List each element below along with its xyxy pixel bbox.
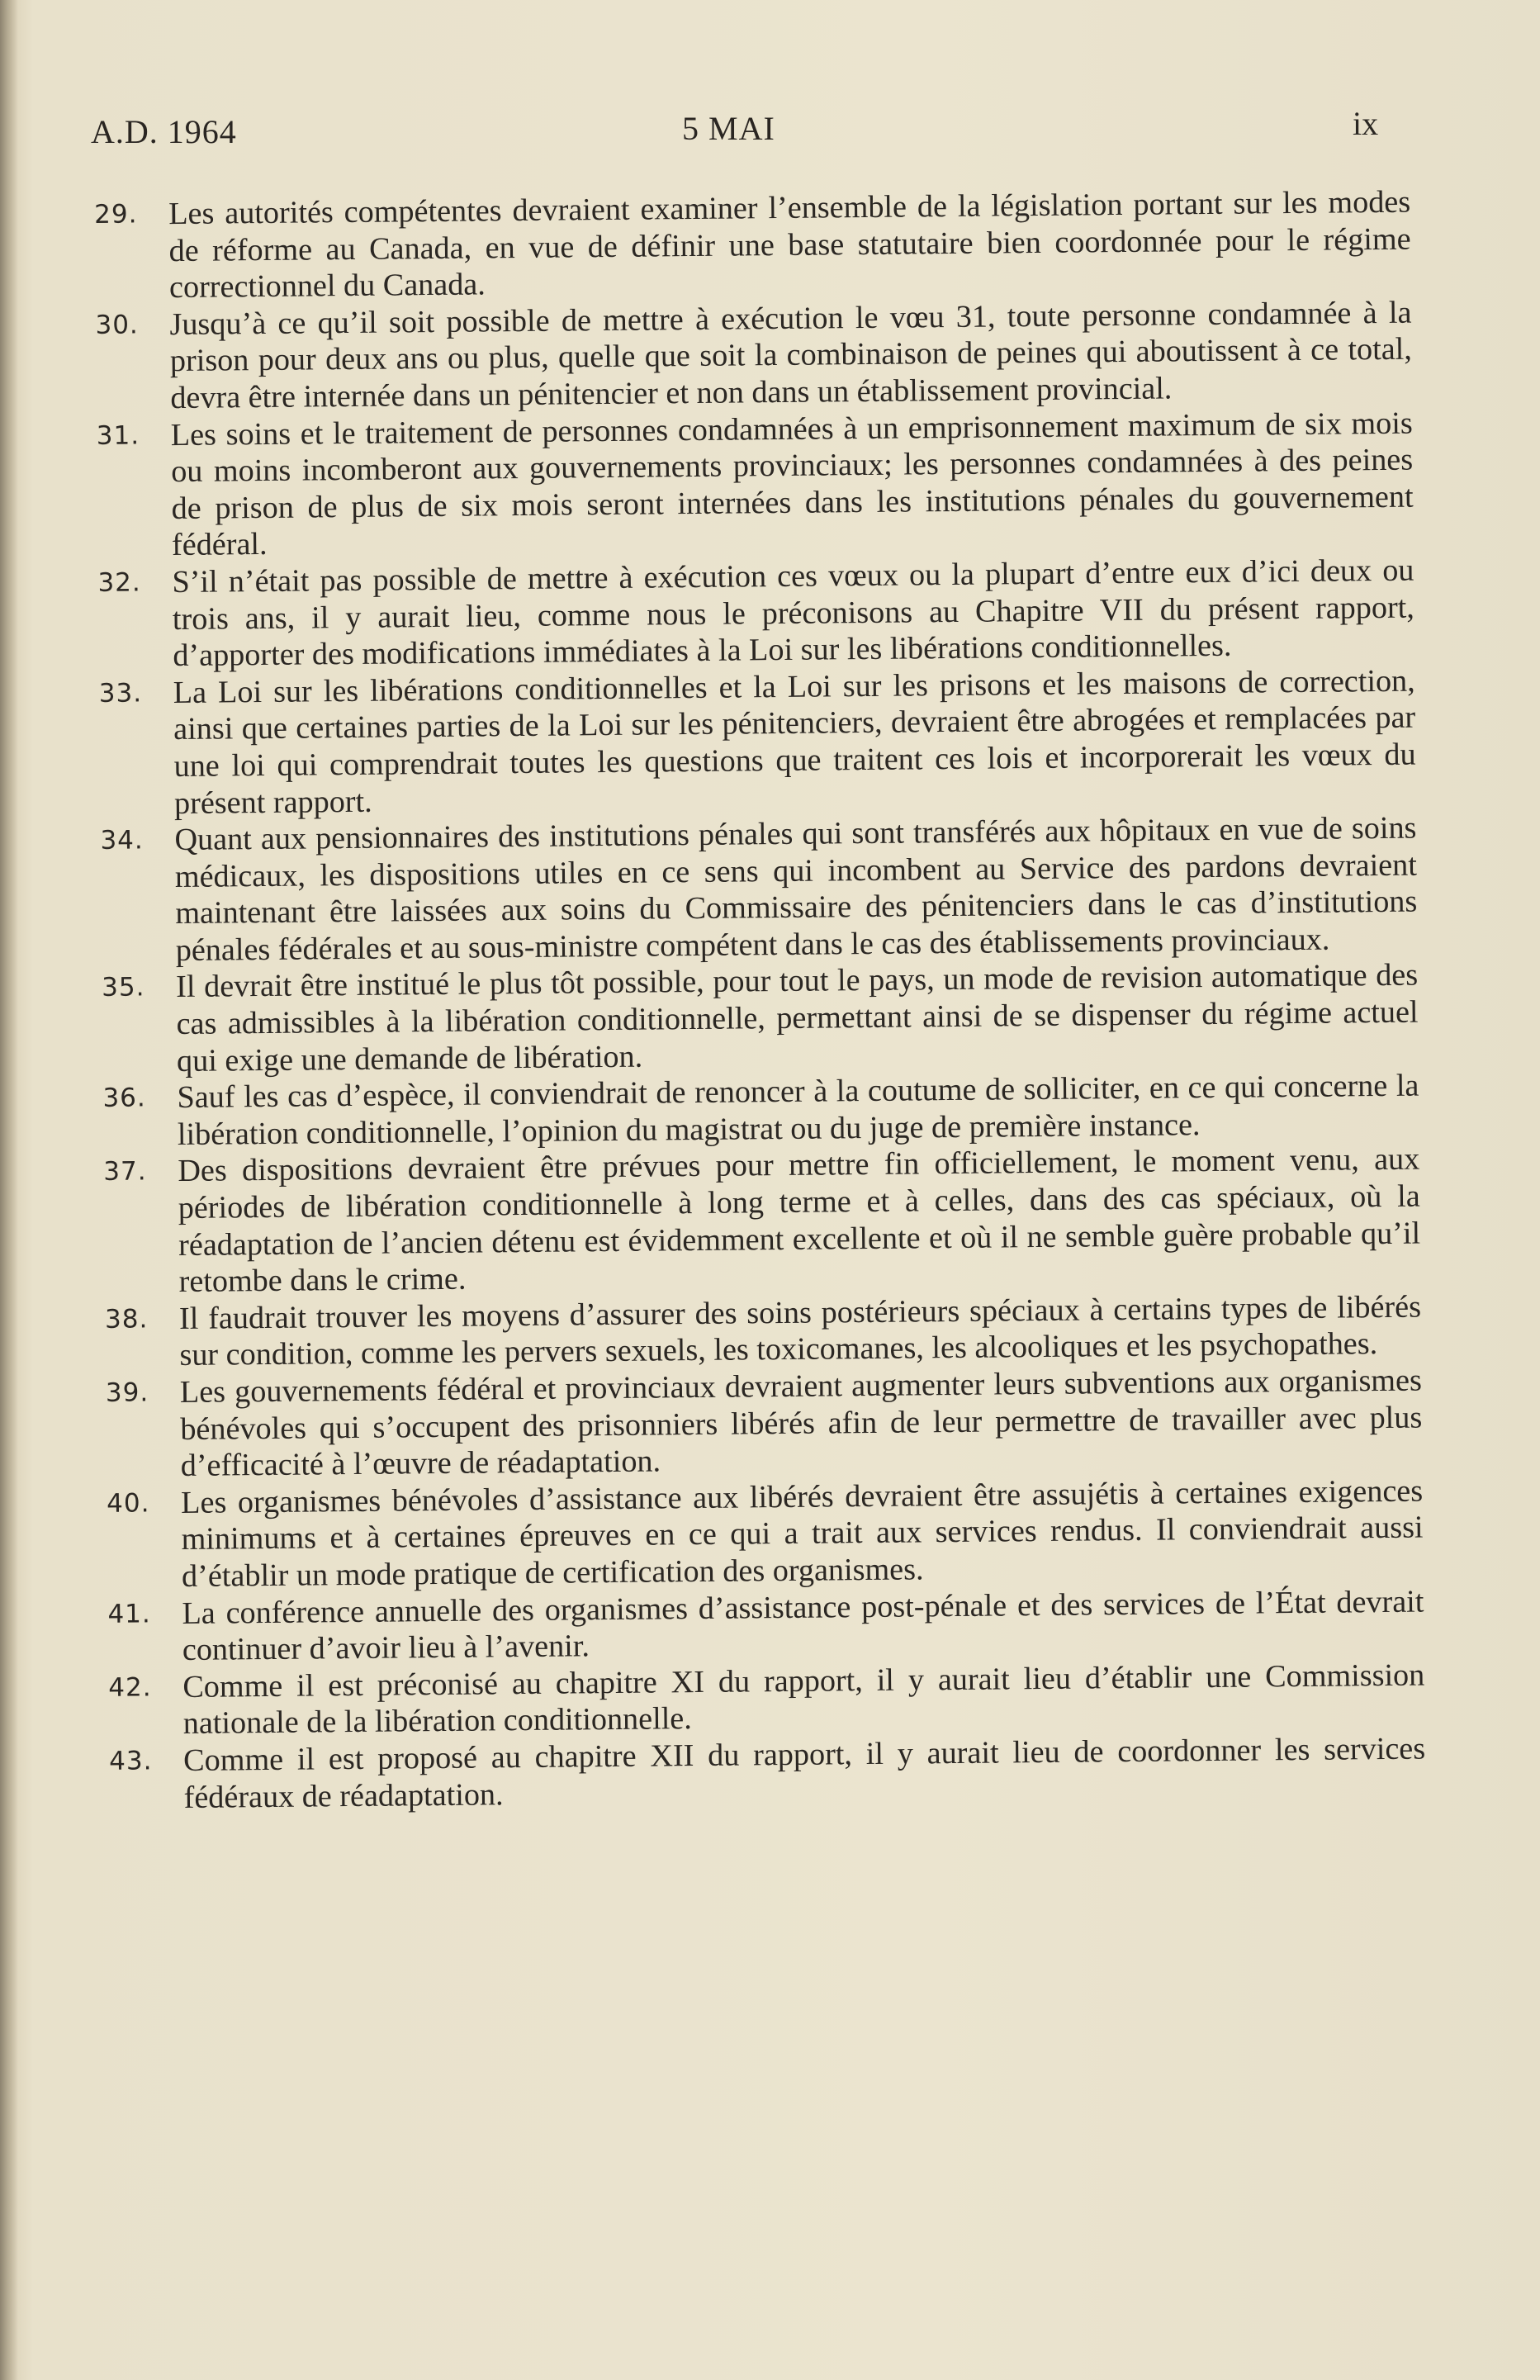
recommendation-number: 39. (105, 1377, 149, 1408)
recommendation-number: 35. (102, 972, 145, 1003)
recommendation-42 (103, 1657, 1425, 1743)
recommendation-33 (94, 662, 1417, 823)
recommendation-text: Les soins et le traitement de personnes condamnées à un emprisonnement maximum de six mois ou moins incomberont aux gouvernements provinciaux; les personnes condamnées à des peines de prison de plus de six mois seront internées dans les institutions pénales du gouvernement fédéral. (170, 405, 1414, 563)
recommendation-number: 30. (95, 310, 139, 340)
recommendation-text: Des dispositions devraient être prévues pour mettre fin officiellement, le moment venu, aux périodes de libération conditionnelle à long terme et à celles, dans des cas spéciaux, où la réadaptation de l’ancien détenu est évidemment excellente et où il ne semble guère probable qu’il retombe dans le crime. (178, 1142, 1421, 1300)
recommendation-35 (97, 957, 1419, 1080)
recommendation-number: 29. (94, 199, 138, 230)
recommendation-text: Comme il est préconisé au chapitre XI du rapport, il y aurait lieu d’établir une Commission nationale de la libération conditionnelle. (182, 1657, 1425, 1742)
recommendation-text: Quant aux pensionnaires des institutions pénales qui sont transférés aux hôpitaux en vue de soins médicaux, les dispositions utiles en ce sens qui incombent au Service des pardons devraient maintenant être laissées aux soins du Commissaire des pénitenciers dans le cas d’institutions pénales fédérales et au sous-ministre compétent dans le cas des établissements provinciaux. (174, 810, 1418, 968)
recommendation-number: 38. (104, 1304, 149, 1335)
recommendation-37 (98, 1141, 1421, 1301)
recommendation-text: Les organismes bénévoles d’assistance aux libérés devraient être assujétis à certaines exigences minimums et à certaines épreuves en ce qui a trait aux services rendus. Il conviendrait aussi d’établir un mode pratique de certification des organismes. (180, 1473, 1424, 1594)
recommendation-text: La Loi sur les libérations conditionnelles et la Loi sur les prisons et les maisons de correction, ainsi que certaines parties de la Loi sur les pénitenciers, devraient être abrogées et remplacées par une loi qui comprendrait toutes les questions que traitent ces lois et incorporerait les vœux du présent rapport. (173, 663, 1416, 821)
page-header (91, 105, 1395, 162)
recommendation-text: Il devrait être institué le plus tôt possible, pour tout le pays, un mode de revision automatique des cas admissibles à la libération conditionnelle, permettant ainsi de se dispenser du régime actuel qui exige une demande de libération. (175, 958, 1419, 1079)
recommendation-number: 42. (108, 1672, 152, 1703)
recommendation-text: Il faudrait trouver les moyens d’assurer des soins postérieurs spéciaux à certains types de libérés sur condition, comme les pervers sexuels, les toxicomanes, les alcooliques et les psychopathes. (178, 1289, 1422, 1373)
recommendation-34 (95, 810, 1418, 970)
recommendation-number: 34. (100, 825, 144, 856)
recommendation-30 (90, 294, 1412, 417)
recommendation-text: S’il n’était pas possible de mettre à exécution ces vœux ou la plupart d’entre eux d’ici deux ou trois ans, il y aurait lieu, comme nous le préconisons au Chapitre VII du présent rapport, d’apporter des modifications immédiates à la Loi sur les libérations conditionnelles. (172, 552, 1415, 674)
recommendation-number: 32. (97, 567, 141, 598)
recommendation-43 (104, 1730, 1426, 1817)
recommendation-32 (92, 552, 1414, 676)
recommendation-text: La conférence annuelle des organismes d’assistance post-pénale et des services de l’État devrait continuer d’avoir lieu à l’avenir. (182, 1584, 1424, 1668)
header-page-number: ix (1353, 105, 1379, 142)
recommendation-39 (101, 1363, 1423, 1486)
recommendation-29 (89, 184, 1411, 307)
recommendation-text: Sauf les cas d’espèce, il conviendrait de renoncer à la coutume de solliciter, en ce qui concerne la libération conditionnelle, l’opinion du magistrat ou du juge de première instance. (177, 1068, 1419, 1152)
recommendation-number: 43. (109, 1746, 153, 1776)
recommendation-text: Les autorités compétentes devraient examiner l’ensemble de la législation portant sur les modes de réforme au Canada, en vue de définir une base statutaire bien coordonnée pour le régime correctionnel du Canada. (168, 184, 1411, 306)
recommendation-text: Comme il est proposé au chapitre XII du rapport, il y aurait lieu de coordonner les services fédéraux de réadaptation. (182, 1731, 1426, 1815)
recommendation-40 (102, 1472, 1424, 1595)
recommendation-number: 31. (96, 420, 140, 451)
recommendation-36 (97, 1068, 1419, 1154)
header-date: 5 MAI (682, 110, 775, 147)
recommendation-38 (100, 1288, 1422, 1375)
recommendation-41 (102, 1583, 1424, 1670)
recommendation-31 (92, 405, 1414, 565)
recommendation-text: Les gouvernements fédéral et provinciaux devraient augmenter leurs subventions aux organismes bénévoles qui s’occupent des prisonniers libérés afin de leur permettre de travailler avec plus d’efficacité à l’œuvre de réadaptation. (179, 1363, 1423, 1484)
header-year: A.D. 1964 (91, 113, 237, 150)
recommendations-list (89, 184, 1426, 1817)
recommendation-text: Jusqu’à ce qu’il soit possible de mettre à exécution le vœu 31, toute personne condamnée à la prison pour deux ans ou plus, quelle que soit la combinaison de peines qui aboutissent à ce total, devra être internée dans un pénitencier et non dans un établissement provincial. (169, 295, 1413, 416)
recommendation-number: 36. (102, 1083, 146, 1114)
recommendation-number: 37. (103, 1156, 147, 1188)
recommendation-number: 40. (107, 1488, 150, 1519)
page-binding-edge (0, 0, 18, 2380)
recommendation-number: 33. (98, 678, 143, 709)
recommendation-number: 41. (107, 1598, 151, 1629)
